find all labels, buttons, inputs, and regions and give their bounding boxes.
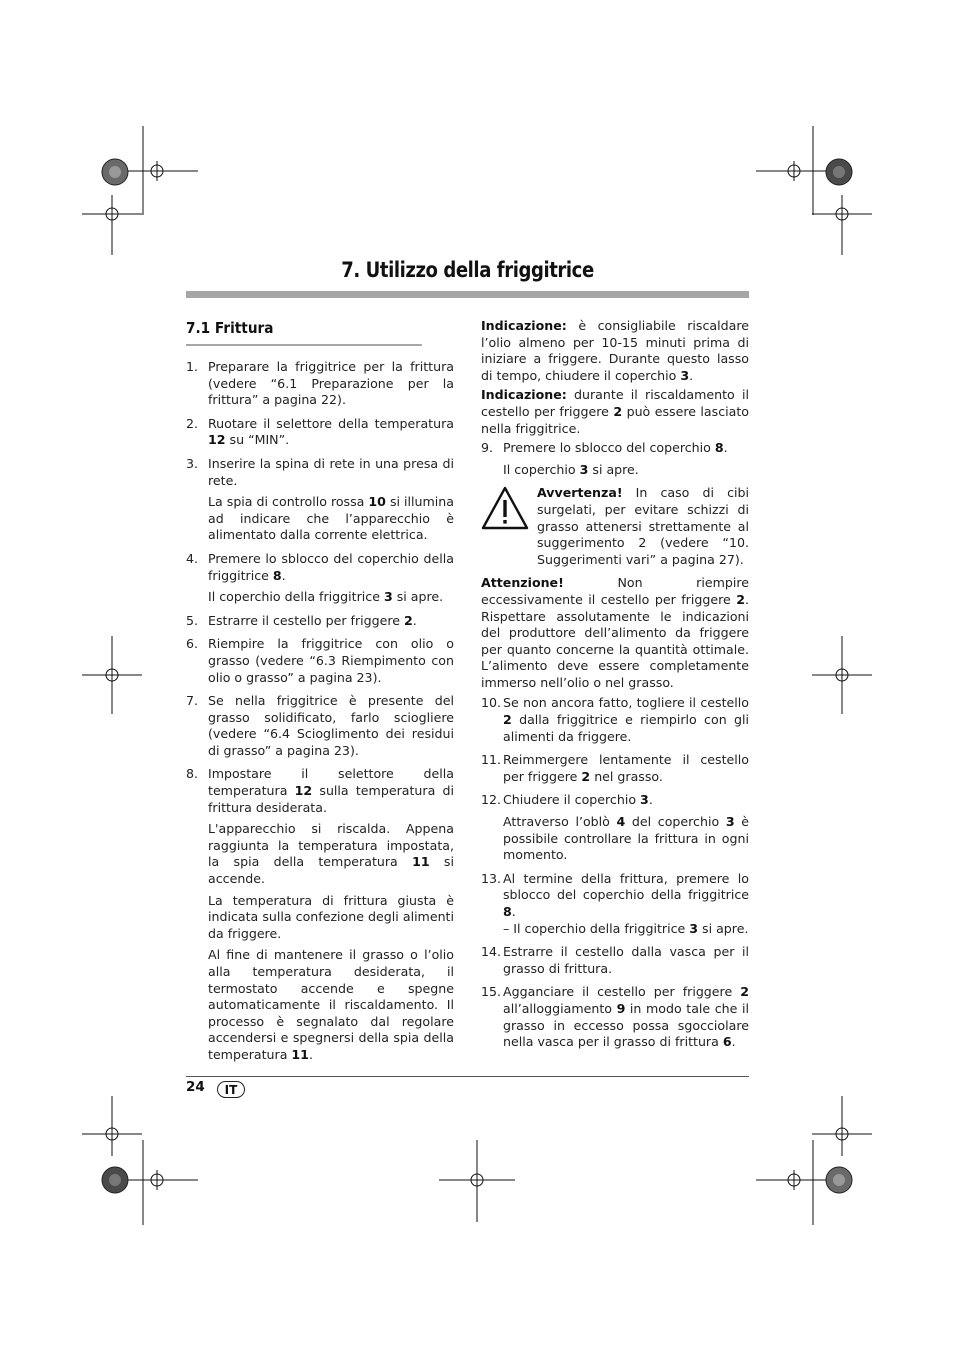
bold-ref: 2 xyxy=(404,612,413,628)
chapter-title: 7. Utilizzo della friggitrice xyxy=(341,258,594,282)
bold-ref: 8 xyxy=(272,567,282,583)
bold-ref: 4 xyxy=(616,814,626,830)
bold-ref: 3 xyxy=(725,814,735,830)
list-item xyxy=(186,613,454,634)
step-text: Se non ancora fatto, togliere il cestello 2 dalla friggitrice e riempirlo con gli alimenti da friggere. xyxy=(503,695,749,744)
indicazione-note: Indicazione: è consigliabile riscaldare l’olio almeno per 10-15 minuti prima di iniziare a friggere. Durante questo lasso di tempo, chiudere il coperchio 3. xyxy=(481,318,749,383)
bold-ref: 12 xyxy=(294,783,313,799)
bold-ref: 8 xyxy=(714,440,724,456)
list-item xyxy=(186,636,454,690)
step-text: Al termine della frittura, premere lo sblocco del coperchio della friggitrice 8. – Il coperchio della friggitrice 3 si apre. xyxy=(503,870,749,936)
bold-ref: 11 xyxy=(291,1046,309,1062)
bold-ref: 9 xyxy=(616,1000,626,1016)
list-item xyxy=(186,551,454,610)
step-number: 15. xyxy=(481,984,502,1000)
step-number: 9. xyxy=(481,440,494,456)
bold-ref: 2 xyxy=(613,403,623,419)
bold-ref: 3 xyxy=(579,461,589,477)
step-text: Inserire la spina di rete in una presa di rete. xyxy=(208,455,454,488)
footer-rule xyxy=(186,1076,749,1077)
list-item xyxy=(481,440,749,482)
bold-ref: 3 xyxy=(383,589,393,605)
notes-top xyxy=(481,318,749,437)
list-item xyxy=(481,944,749,981)
step-number: 5. xyxy=(186,612,199,628)
list-item xyxy=(186,693,454,763)
list-item xyxy=(481,695,749,749)
attention-text: Attenzione! Non riempire eccessivamente il cestello per friggere 2. Rispettare assolutamente le indicazioni del produttore dell’alimento da friggere per quanto concerne la quantità ottimale. L’alimento deve essere completamente immerso nell’olio o nel grasso. xyxy=(481,575,749,690)
step-number: 4. xyxy=(186,550,199,566)
list-item xyxy=(186,456,454,548)
step-number: 3. xyxy=(186,455,199,471)
bold-ref: 6 xyxy=(722,1034,732,1050)
step-text: Il coperchio 3 si apre. xyxy=(503,461,639,477)
title-rule xyxy=(186,291,749,298)
step-text: Reimmergere lentamente il cestello per friggere 2 nel grasso. xyxy=(503,752,749,784)
step-text: Estrarre il cestello dalla vasca per il grasso di frittura. xyxy=(503,944,749,976)
bold-ref: 3 xyxy=(680,367,690,383)
section-heading xyxy=(186,318,422,346)
step-text: Chiudere il coperchio 3. xyxy=(503,792,653,808)
bold-ref: 2 xyxy=(736,591,745,607)
section-title: Frittura xyxy=(214,319,274,337)
left-column xyxy=(186,318,454,1071)
step-text: Premere lo sblocco del coperchio 8. xyxy=(503,440,728,456)
step-number: 6. xyxy=(186,636,199,652)
step-text: Ruotare il selettore della temperatura 12 su “MIN”. xyxy=(208,415,454,448)
step-number: 13. xyxy=(481,870,502,886)
list-item xyxy=(481,984,749,1054)
list-item xyxy=(186,359,454,413)
step-number: 10. xyxy=(481,695,502,711)
step-number: 2. xyxy=(186,415,199,431)
step-number: 12. xyxy=(481,792,502,808)
step-9 xyxy=(481,440,749,482)
warning-box xyxy=(481,485,749,572)
step-text: Se nella friggitrice è presente del grasso solidificato, farlo sciogliere (vedere “6.4 Scioglimento dei residui di grasso” a pagina 23). xyxy=(208,693,454,758)
language-badge: IT xyxy=(217,1081,245,1098)
bold-ref: Avvertenza! xyxy=(537,485,623,501)
step-text: Preparare la friggitrice per la frittura (vedere “6.1 Preparazione per la frittura” a pagina 22). xyxy=(208,359,454,408)
step-text: L'apparecchio si riscalda. Appena raggiunta la temperatura impostata, la spia della temperatura 11 si accende. xyxy=(208,821,454,887)
warning-triangle-icon xyxy=(481,485,537,572)
step-number: 7. xyxy=(186,693,199,709)
bold-ref: 3 xyxy=(689,920,699,936)
step-text: Premere lo sblocco del coperchio della friggitrice 8. xyxy=(208,550,454,583)
step-text: Impostare il selettore della temperatura 12 sulla temperatura di frittura desiderata. xyxy=(208,766,454,815)
step-text: Riempire la friggitrice con olio o grasso (vedere “6.3 Riempimento con olio o grasso” a pagina 23). xyxy=(208,636,454,685)
list-item xyxy=(186,766,454,1067)
step-number: 8. xyxy=(186,766,199,782)
step-text: Agganciare il cestello per friggere 2 all’alloggiamento 9 in modo tale che il grasso in eccesso possa sgocciolare nella vasca per il grasso di frittura 6. xyxy=(503,984,749,1050)
step-text: Estrarre il cestello per friggere 2. xyxy=(208,612,417,628)
bold-ref: 2 xyxy=(503,712,512,728)
list-item xyxy=(186,416,454,453)
bold-ref: 2 xyxy=(740,984,749,1000)
warning-text: Avvertenza! In caso di cibi surgelati, per evitare schizzi di grasso attenersi strettamente al suggerimento 2 (vedere “10. Suggerimenti vari” a pagina 27). xyxy=(537,485,749,567)
steps-list-right xyxy=(481,695,749,1054)
bold-ref: 11 xyxy=(412,854,430,870)
section-number: 7.1 xyxy=(186,319,211,337)
step-text: La temperatura di frittura giusta è indicata sulla confezione degli alimenti da friggere. xyxy=(208,892,454,941)
list-item xyxy=(481,871,749,941)
right-column xyxy=(481,318,749,1058)
bold-ref: 12 xyxy=(208,432,226,448)
bold-ref: Attenzione! xyxy=(481,575,564,591)
steps-list-left xyxy=(186,359,454,1068)
step-number: 14. xyxy=(481,944,502,960)
step-number: 11. xyxy=(481,752,502,768)
list-item xyxy=(481,752,749,789)
page-number: 24 xyxy=(186,1079,205,1095)
bold-ref: 3 xyxy=(640,792,649,808)
step-text: Attraverso l’oblò 4 del coperchio 3 è possibile controllare la frittura in ogni momento. xyxy=(503,814,749,863)
bold-ref: 8 xyxy=(503,904,512,919)
bold-ref: Indicazione: xyxy=(481,387,567,403)
bold-ref: 10 xyxy=(368,494,386,510)
bold-ref: 2 xyxy=(581,768,591,784)
list-item xyxy=(481,792,749,867)
bold-ref: Indicazione: xyxy=(481,318,567,333)
step-text: Il coperchio della friggitrice 3 si apre. xyxy=(208,589,444,605)
step-text: Al fine di mantenere il grasso o l’olio alla temperatura desiderata, il termostato accende e spegne automaticamente il riscaldamento. Il processo è segnalato dal regolare accendersi e spegnersi della spia della temperatura 11. xyxy=(208,947,454,1062)
step-text: La spia di controllo rossa 10 si illumina ad indicare che l’apparecchio è alimentato dalla corrente elettrica. xyxy=(208,494,455,543)
step-number: 1. xyxy=(186,359,199,374)
indicazione-note: Indicazione: durante il riscaldamento il cestello per friggere 2 può essere lasciato nella friggitrice. xyxy=(481,387,749,436)
